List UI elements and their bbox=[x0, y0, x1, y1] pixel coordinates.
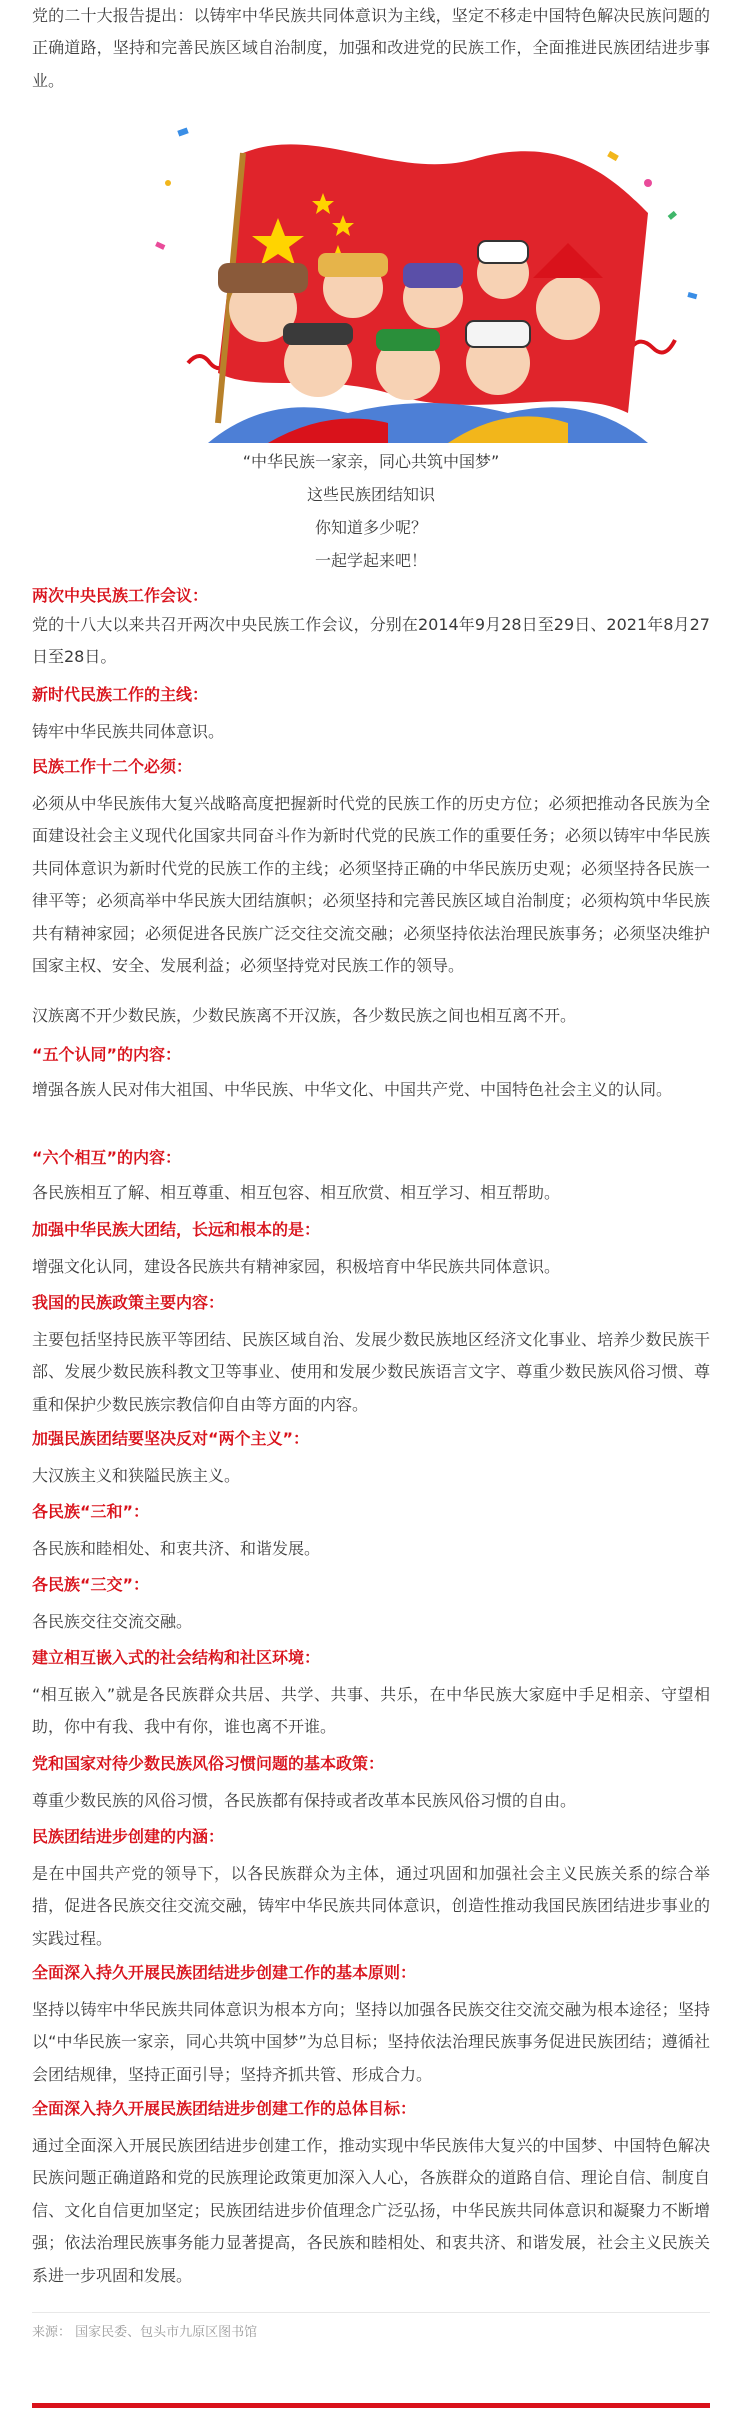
section-body: 党的十八大以来共召开两次中央民族工作会议，分别在2014年9月28日至29日、2021年8月27日至28日。 bbox=[32, 615, 710, 667]
section-body: 铸牢中华民族共同体意识。 bbox=[32, 722, 225, 741]
caption-slogan: “中华民族一家亲，同心共筑中国梦” bbox=[242, 452, 500, 471]
source-note: 来源： 国家民委、包头市九原区图书馆 bbox=[32, 2325, 258, 2340]
section-title: 建立相互嵌入式的社会结构和社区环境： bbox=[32, 1648, 321, 1667]
section-body: 各民族交往交流交融。 bbox=[32, 1612, 193, 1631]
section-title: “五个认同”的内容： bbox=[32, 1045, 182, 1064]
section-body: 增强文化认同，建设各民族共有精神家园，积极培育中华民族共同体意识。 bbox=[32, 1257, 561, 1276]
section-title: 民族团结进步创建的内涵： bbox=[32, 1827, 225, 1846]
section-body: 坚持以铸牢中华民族共同体意识为根本方向；坚持以加强各民族交往交流交融为根本途径；坚持以“中华民族一家亲，同心共筑中国梦”为总目标；坚持依法治理民族事务促进民族团结；遵循社会团结规律，坚持正面引导；坚持齐抓共管、形成合力。 bbox=[32, 2000, 710, 2084]
section-title: 各民族“三交”： bbox=[32, 1575, 150, 1594]
section-title: 各民族“三和”： bbox=[32, 1502, 150, 1521]
section-body: 尊重少数民族的风俗习惯，各民族都有保持或者改革本民族风俗习惯的自由。 bbox=[32, 1791, 577, 1810]
bottom-accent-bar bbox=[32, 2403, 710, 2408]
caption-line1: 这些民族团结知识 bbox=[306, 485, 435, 504]
section-body: 通过全面深入开展民族团结进步创建工作，推动实现中华民族伟大复兴的中国梦、中国特色解决民族问题正确道路和党的民族理论政策更加深入人心，各族群众的道路自信、理论自信、制度自信、文化自信更加坚定；民族团结进步价值理念广泛弘扬，中华民族共同体意识和凝聚力不断增强；依法治理民族事务能力显著提高，各民族和睦相处、和衷共济、和谐发展，社会主义民族关系进一步巩固和发展。 bbox=[32, 2136, 710, 2285]
section-title: 新时代民族工作的主线： bbox=[32, 685, 209, 704]
section-body: 是在中国共产党的领导下，以各民族群众为主体，通过巩固和加强社会主义民族关系的综合举措，促进各民族交往交流交融，铸牢中华民族共同体意识，创造性推动我国民族团结进步事业的实践过程。 bbox=[32, 1864, 710, 1948]
caption-line2: 你知道多少呢？ bbox=[314, 518, 427, 537]
section-title: 党和国家对待少数民族风俗习惯问题的基本政策： bbox=[32, 1754, 385, 1773]
section-title: 两次中央民族工作会议： bbox=[32, 586, 209, 605]
section-title: “六个相互”的内容： bbox=[32, 1148, 182, 1167]
divider bbox=[32, 2312, 710, 2313]
intro-paragraph: 党的二十大报告提出：以铸牢中华民族共同体意识为主线，坚定不移走中国特色解决民族问题的正确道路，坚持和完善民族区域自治制度，加强和改进党的民族工作，全面推进民族团结进步事业。 bbox=[32, 6, 710, 90]
section-body: 各民族和睦相处、和衷共济、和谐发展。 bbox=[32, 1539, 321, 1558]
section-body: 主要包括坚持民族平等团结、民族区域自治、发展少数民族地区经济文化事业、培养少数民族干部、发展少数民族科教文卫等事业、使用和发展少数民族语言文字、尊重少数民族风俗习惯、尊重和保护少数民族宗教信仰自由等方面的内容。 bbox=[32, 1330, 710, 1414]
section-extra: 汉族离不开少数民族，少数民族离不开汉族，各少数民族之间也相互离不开。 bbox=[32, 1006, 577, 1025]
section-body: 必须从中华民族伟大复兴战略高度把握新时代党的民族工作的历史方位；必须把推动各民族为全面建设社会主义现代化国家共同奋斗作为新时代党的民族工作的重要任务；必须以铸牢中华民族共同体意识为新时代党的民族工作的主线；必须坚持正确的中华民族历史观；必须坚持各民族一律平等；必须高举中华民族大团结旗帜；必须坚持和完善民族区域自治制度；必须构筑中华民族共有精神家园；必须促进各民族广泛交往交流交融；必须坚持依法治理民族事务；必须坚决维护国家主权、安全、发展利益；必须坚持党对民族工作的领导。 bbox=[32, 794, 710, 976]
section-title: 我国的民族政策主要内容： bbox=[32, 1293, 225, 1312]
section-body: 各民族相互了解、相互尊重、相互包容、相互欣赏、相互学习、相互帮助。 bbox=[32, 1183, 561, 1202]
caption-line3: 一起学起来吧！ bbox=[314, 551, 427, 570]
section-body: 大汉族主义和狭隘民族主义。 bbox=[32, 1466, 241, 1485]
ethnic-unity-illustration bbox=[148, 123, 732, 443]
section-body: “相互嵌入”就是各民族群众共居、共学、共事、共乐，在中华民族大家庭中手足相亲、守望相助，你中有我、我中有你，谁也离不开谁。 bbox=[32, 1685, 710, 1737]
section-title: 全面深入持久开展民族团结进步创建工作的基本原则： bbox=[32, 1963, 417, 1982]
section-title: 全面深入持久开展民族团结进步创建工作的总体目标： bbox=[32, 2099, 417, 2118]
section-body: 增强各族人民对伟大祖国、中华民族、中华文化、中国共产党、中国特色社会主义的认同。 bbox=[32, 1080, 673, 1099]
section-title: 民族工作十二个必须： bbox=[32, 757, 193, 776]
section-title: 加强民族团结要坚决反对“两个主义”： bbox=[32, 1429, 310, 1448]
section-title: 加强中华民族大团结，长远和根本的是： bbox=[32, 1220, 321, 1239]
